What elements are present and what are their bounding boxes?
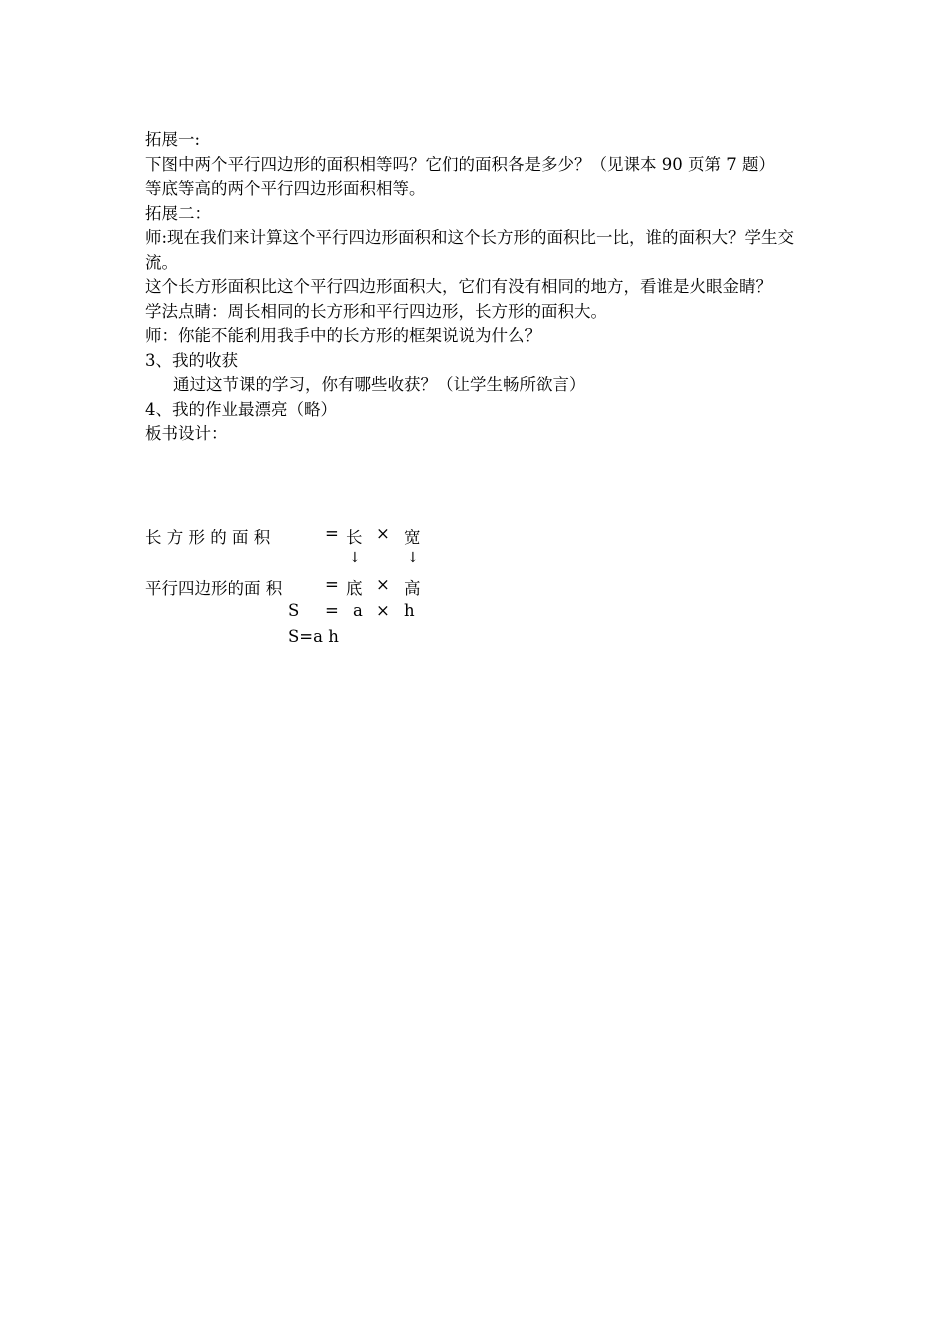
area-formula: S=a h — [288, 627, 339, 646]
question-paragraph: 下图中两个平行四边形的面积相等吗？它们的面积各是多少？（见课本 90 页第 7 题） — [145, 154, 775, 174]
parallelogram-area-label: 平行四边形的面 积 — [145, 579, 283, 598]
teacher-question-line: 师：你能不能利用我手中的长方形的框架说说为什么？ — [145, 326, 541, 345]
rectangle-area-label: 长 方 形 的 面 积 — [145, 528, 271, 547]
harvest-prompt-line: 通过这节课的学习，你有哪些收获？（让学生畅所欲言） — [173, 375, 586, 394]
section-heading-extension-1: 拓展一: — [145, 130, 201, 149]
down-arrow-icon: ↓ — [349, 550, 361, 566]
multiply-sign: × — [376, 575, 390, 594]
symbol-s: S — [288, 601, 300, 620]
multiply-sign: × — [376, 601, 390, 620]
document-body — [145, 128, 810, 447]
symbol-a: a — [353, 601, 363, 620]
section-heading-extension-2: 拓展二： — [145, 203, 211, 223]
width-term: 宽 — [404, 528, 421, 547]
teacher-prompt-paragraph: 师:现在我们来计算这个平行四边形面积和这个长方形的面积比一比，谁的面积大？学生交流。 — [145, 228, 795, 272]
height-term: 高 — [404, 579, 421, 598]
section-heading-homework: 4、我的作业最漂亮（略） — [145, 399, 337, 419]
symbol-h: h — [404, 601, 415, 620]
comparison-paragraph: 这个长方形面积比这个平行四边形面积大，它们有没有相同的地方，看谁是火眼金睛？ — [145, 277, 772, 296]
multiply-sign: × — [376, 524, 390, 543]
equals-sign: = — [325, 524, 339, 543]
conclusion-line: 等底等高的两个平行四边形面积相等。 — [145, 179, 426, 198]
equals-sign: = — [325, 601, 339, 620]
equals-sign: = — [325, 575, 339, 594]
section-heading-board-design: 板书设计： — [145, 424, 228, 443]
down-arrow-icon: ↓ — [407, 550, 419, 566]
method-tip-line: 学法点睛：周长相同的长方形和平行四边形，长方形的面积大。 — [145, 301, 607, 321]
length-term: 长 — [346, 528, 363, 547]
base-term: 底 — [346, 579, 363, 598]
section-heading-harvest: 3、我的收获 — [145, 350, 238, 370]
